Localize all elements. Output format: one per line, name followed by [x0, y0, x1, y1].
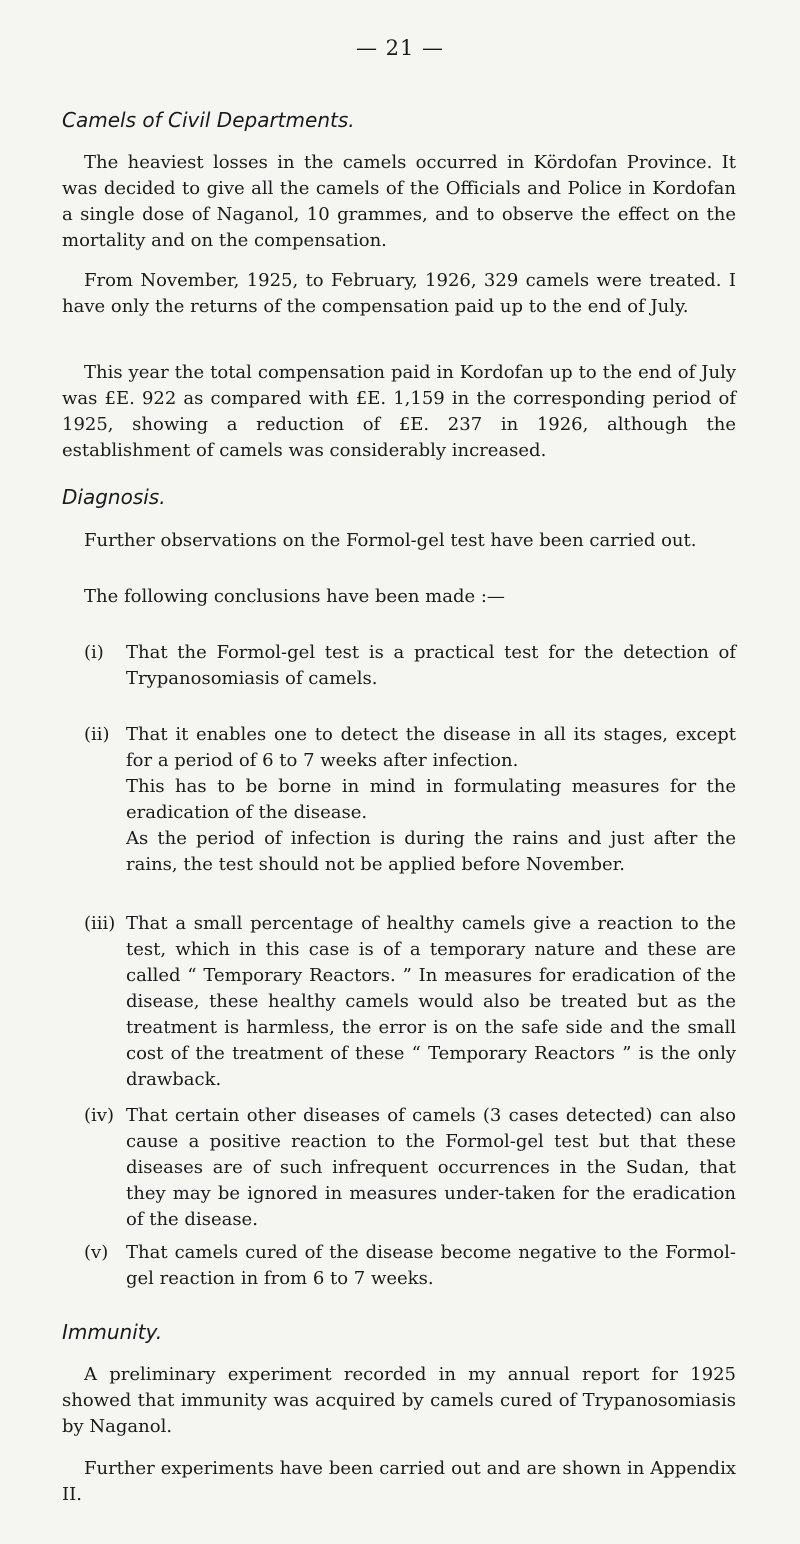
conclusion-text — [126, 640, 736, 692]
paragraph-camels-3: This year the total compensation paid in Kordofan up to the end of July was £E. 922 as compared with £E. 1,159 in the corresponding period of 1925, showing a reduction of £E. 237 in 1926, although the establishment of camels was considerably increased. — [62, 362, 736, 461]
paragraph-immunity-2: Further experiments have been carried out and are shown in Appendix II. — [62, 1458, 736, 1505]
conclusion-item — [84, 1103, 736, 1233]
conclusion-item — [84, 1240, 736, 1292]
conclusion-number: (i) — [84, 642, 104, 663]
conclusion-line: That the Formol-gel test is a practical test for the detection of Trypanosomiasis of camels. — [126, 642, 736, 689]
conclusion-text — [126, 1103, 736, 1233]
conclusion-text — [126, 1240, 736, 1292]
conclusion-number: (ii) — [84, 724, 110, 745]
section-heading-camels: Camels of Civil Departments. — [62, 108, 355, 132]
conclusion-text — [126, 911, 736, 1093]
paragraph-diagnosis-2: The following conclusions have been made :— — [84, 586, 505, 607]
conclusion-item — [84, 640, 736, 692]
conclusion-line: That certain other diseases of camels (3 cases detected) can also cause a positive reaction to the Formol-gel test but that these diseases are of such infrequent occurrences in the Sudan, that they may be ignored in measures under-taken for the eradication of the disease. — [126, 1105, 736, 1230]
conclusion-line: This has to be borne in mind in formulating measures for the eradication of the disease. — [126, 776, 736, 823]
conclusion-line: That a small percentage of healthy camels give a reaction to the test, which in this case is of a temporary nature and these are called “ Temporary Reactors. ” In measures for eradication of the disease, these healthy camels would also be treated but as the treatment is harmless, the error is on the safe side and the small cost of the treatment of these “ Temporary Reactors ” is the only drawback. — [126, 913, 736, 1090]
paragraph-diagnosis-1: Further observations on the Formol-gel test have been carried out. — [84, 530, 697, 551]
conclusion-number: (iii) — [84, 913, 116, 934]
page-number: — 21 — — [355, 36, 445, 60]
conclusion-item — [84, 911, 736, 1093]
conclusion-number: (iv) — [84, 1105, 114, 1126]
section-heading-immunity: Immunity. — [62, 1320, 163, 1344]
paragraph-immunity-1: A preliminary experiment recorded in my annual report for 1925 showed that immunity was acquired by camels cured of Trypanosomiasis by Naganol. — [62, 1364, 736, 1437]
paragraph-camels-1: The heaviest losses in the camels occurred in Kördofan Province. It was decided to give all the camels of the Officials and Police in Kordofan a single dose of Naganol, 10 grammes, and to observe the effect on the mortality and on the compensation. — [62, 152, 736, 251]
section-heading-diagnosis: Diagnosis. — [62, 485, 166, 509]
conclusion-line: That camels cured of the disease become negative to the Formol-gel reaction in from 6 to 7 weeks. — [126, 1242, 736, 1289]
conclusion-line: That it enables one to detect the disease in all its stages, except for a period of 6 to 7 weeks after infection. — [126, 724, 736, 771]
conclusion-text — [126, 722, 736, 878]
conclusion-line: As the period of infection is during the rains and just after the rains, the test should not be applied before November. — [126, 828, 736, 875]
conclusion-item — [84, 722, 736, 878]
paragraph-camels-2: From November, 1925, to February, 1926, 329 camels were treated. I have only the returns of the compensation paid up to the end of July. — [62, 270, 736, 317]
conclusion-number: (v) — [84, 1242, 109, 1263]
